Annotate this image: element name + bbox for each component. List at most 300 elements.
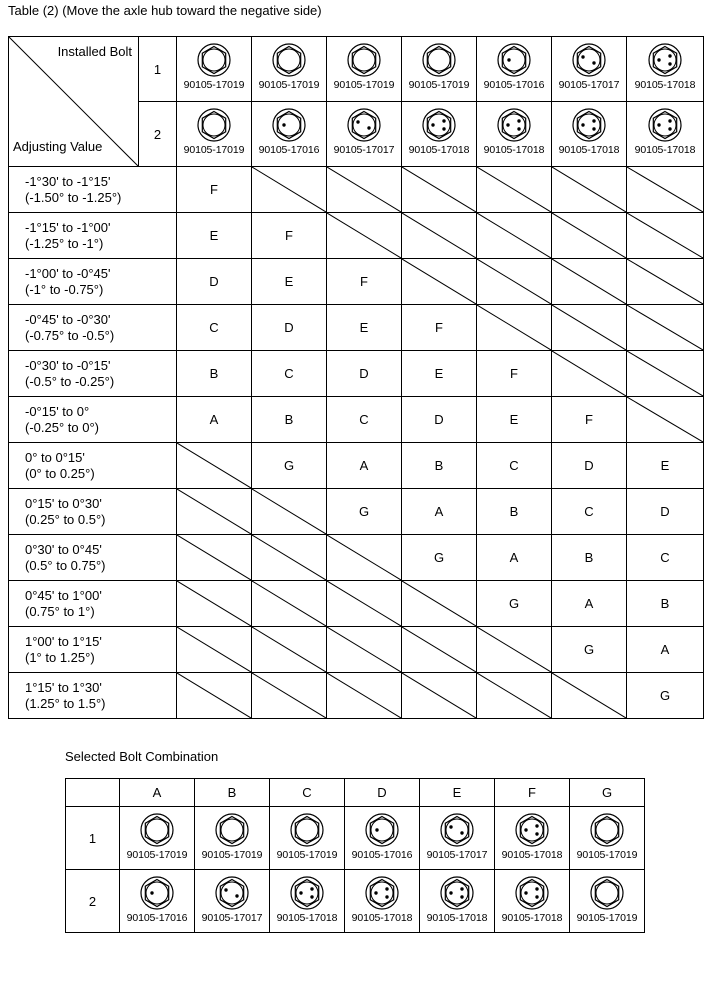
not-applicable-diagonal	[477, 305, 551, 350]
angle-decimal: (0.5° to 0.75°)	[25, 557, 106, 573]
bolt-head-icon	[215, 874, 249, 912]
bolt-inner-circle	[446, 819, 468, 841]
bolt-cell	[177, 37, 252, 102]
angle-decimal: (0° to 0.25°)	[25, 465, 95, 481]
bolt-part-number: 90105-17019	[183, 79, 245, 91]
combination-code: A	[477, 535, 552, 581]
empty-cell	[177, 443, 252, 489]
not-applicable-diagonal	[552, 259, 626, 304]
bolt-part-number: 90105-17018	[634, 144, 696, 156]
bolt-dot	[535, 824, 538, 827]
bolt-hex	[577, 47, 600, 74]
angle-dms: -1°15' to -1°00'	[25, 219, 111, 235]
bolt-hex	[427, 47, 450, 74]
selected-bolt-title: Selected Bolt Combination	[65, 749, 219, 764]
bolt-hex	[352, 47, 375, 74]
table-row	[9, 213, 704, 259]
combination-code: B	[402, 443, 477, 489]
empty-cell	[402, 167, 477, 213]
bolt-hex	[370, 817, 393, 844]
angle-decimal: (0.25° to 0.5°)	[25, 511, 106, 527]
combination-code: A	[177, 397, 252, 443]
bolt-hex	[145, 817, 168, 844]
bolt-cell	[252, 37, 327, 102]
bolt-head-icon	[215, 811, 249, 849]
bolt-cell	[420, 807, 495, 870]
empty-cell	[552, 351, 627, 397]
bolt-dot	[657, 123, 660, 126]
bolt-dot	[524, 828, 527, 831]
bolt-cell	[552, 102, 627, 167]
combination-code: C	[252, 351, 327, 397]
bolt-head-icon	[140, 874, 174, 912]
bolt-head-icon	[197, 106, 231, 144]
adjusting-value-cell	[9, 305, 177, 351]
bolt-cell	[327, 102, 402, 167]
not-applicable-diagonal	[552, 213, 626, 258]
empty-cell	[552, 673, 627, 719]
installed-bolt-label: Installed Bolt	[57, 44, 132, 59]
bolt-dot	[449, 891, 452, 894]
bolt-dot	[507, 58, 510, 61]
angle-dms: 0°15' to 0°30'	[25, 495, 102, 511]
not-applicable-diagonal	[627, 397, 703, 442]
bolt-cell	[195, 807, 270, 870]
not-applicable-diagonal	[627, 259, 703, 304]
empty-cell	[252, 581, 327, 627]
bolt-cell	[495, 807, 570, 870]
bolt-inner-circle	[278, 49, 300, 71]
empty-cell	[477, 305, 552, 351]
bolt-head-icon	[572, 106, 606, 144]
not-applicable-diagonal	[327, 581, 401, 626]
not-applicable-diagonal	[477, 627, 551, 672]
bolt-dot	[431, 123, 434, 126]
bolt-head-icon	[365, 874, 399, 912]
empty-cell	[552, 259, 627, 305]
empty-cell	[477, 627, 552, 673]
empty-cell	[327, 535, 402, 581]
angle-dms: -1°00' to -0°45'	[25, 265, 111, 281]
row-number: 1	[66, 807, 120, 870]
bolt-inner-circle	[371, 819, 393, 841]
not-applicable-diagonal	[252, 627, 326, 672]
bolt-hex	[445, 880, 468, 907]
bolt-part-number: 90105-17018	[276, 912, 338, 924]
bolt-inner-circle	[503, 49, 525, 71]
bolt-cell	[495, 870, 570, 933]
bolt-dot	[375, 828, 378, 831]
bolt-head-icon	[365, 811, 399, 849]
bolt-inner-circle	[353, 114, 375, 136]
bolt-hex	[145, 880, 168, 907]
bolt-hex	[653, 47, 676, 74]
not-applicable-diagonal	[402, 627, 476, 672]
combination-code: A	[627, 627, 704, 673]
adjusting-value-cell	[9, 535, 177, 581]
combination-code: D	[627, 489, 704, 535]
empty-cell	[177, 627, 252, 673]
bolt-cell	[627, 37, 704, 102]
empty-cell	[252, 167, 327, 213]
empty-cell	[327, 167, 402, 213]
bolt-dot	[282, 123, 285, 126]
empty-cell	[402, 627, 477, 673]
selected-bolt-table	[65, 778, 645, 933]
not-applicable-diagonal	[252, 673, 326, 718]
bolt-inner-circle	[221, 819, 243, 841]
combination-code: B	[477, 489, 552, 535]
bolt-hex	[502, 112, 525, 139]
empty-cell	[552, 213, 627, 259]
not-applicable-diagonal	[627, 351, 703, 396]
combination-code: E	[402, 351, 477, 397]
bolt-part-number: 90105-17018	[501, 912, 563, 924]
table-row	[9, 305, 704, 351]
not-applicable-diagonal	[402, 213, 476, 258]
adjusting-value-cell	[9, 351, 177, 397]
bolt-dot	[449, 825, 452, 828]
table-title: Table (2) (Move the axle hub toward the negative side)	[8, 3, 322, 18]
bolt-cell	[195, 870, 270, 933]
bolt-inner-circle	[578, 49, 600, 71]
combination-code: C	[627, 535, 704, 581]
combination-header: B	[195, 779, 270, 807]
bolt-hex	[595, 817, 618, 844]
combination-code: F	[477, 351, 552, 397]
bolt-dot	[310, 895, 313, 898]
bolt-dot	[535, 887, 538, 890]
bolt-head-icon	[197, 41, 231, 79]
adjusting-value-cell	[9, 627, 177, 673]
bolt-inner-circle	[654, 49, 676, 71]
bolt-cell	[477, 37, 552, 102]
bolt-head-icon	[497, 106, 531, 144]
bolt-hex	[370, 880, 393, 907]
bolt-dot	[506, 123, 509, 126]
not-applicable-diagonal	[477, 167, 551, 212]
bolt-head-icon	[347, 41, 381, 79]
bolt-hex	[427, 112, 450, 139]
table-row	[9, 351, 704, 397]
combination-code: A	[552, 581, 627, 627]
bolt-dot	[524, 891, 527, 894]
bolt-cell	[252, 102, 327, 167]
angle-decimal: (-0.75° to -0.5°)	[25, 327, 115, 343]
empty-cell	[327, 213, 402, 259]
bolt-dot	[460, 887, 463, 890]
not-applicable-diagonal	[177, 673, 251, 718]
angle-decimal: (-1° to -0.75°)	[25, 281, 104, 297]
bolt-cell	[420, 870, 495, 933]
bolt-cell	[402, 102, 477, 167]
combination-header: D	[345, 779, 420, 807]
empty-cell	[402, 673, 477, 719]
bolt-cell	[570, 870, 645, 933]
angle-decimal: (-1.50° to -1.25°)	[25, 189, 122, 205]
not-applicable-diagonal	[327, 627, 401, 672]
bolt-head-icon	[140, 811, 174, 849]
bolt-part-number: 90105-17019	[258, 79, 320, 91]
bolt-part-number: 90105-17016	[258, 144, 320, 156]
bolt-inner-circle	[578, 114, 600, 136]
selected-bolt-row	[66, 870, 645, 933]
bolt-head-icon	[497, 41, 531, 79]
bolt-hex	[277, 47, 300, 74]
not-applicable-diagonal	[552, 351, 626, 396]
bolt-cell	[177, 102, 252, 167]
bolt-dot	[150, 891, 153, 894]
combination-code: D	[252, 305, 327, 351]
empty-cell	[627, 259, 704, 305]
adjustment-table	[8, 36, 704, 719]
bolt-part-number: 90105-17016	[483, 79, 545, 91]
bolt-inner-circle	[203, 49, 225, 71]
combination-code: G	[627, 673, 704, 719]
bolt-dot	[442, 127, 445, 130]
table-row	[9, 259, 704, 305]
not-applicable-diagonal	[177, 627, 251, 672]
not-applicable-diagonal	[477, 673, 551, 718]
bolt-head-icon	[272, 41, 306, 79]
combination-header: G	[570, 779, 645, 807]
bolt-dot	[517, 127, 520, 130]
angle-dms: -1°30' to -1°15'	[25, 173, 111, 189]
bolt-inner-circle	[654, 114, 676, 136]
angle-dms: 0°30' to 0°45'	[25, 541, 102, 557]
empty-cell	[177, 581, 252, 627]
bolt-dot	[442, 119, 445, 122]
combination-header: F	[495, 779, 570, 807]
combination-header: A	[120, 779, 195, 807]
bolt-inner-circle	[353, 49, 375, 71]
bolt-inner-circle	[296, 819, 318, 841]
combination-code: E	[627, 443, 704, 489]
angle-decimal: (-0.25° to 0°)	[25, 419, 99, 435]
bolt-head-icon	[422, 106, 456, 144]
table-row	[9, 167, 704, 213]
bolt-head-icon	[590, 811, 624, 849]
angle-decimal: (0.75° to 1°)	[25, 603, 95, 619]
combination-code: C	[327, 397, 402, 443]
table-row	[9, 443, 704, 489]
angle-decimal: (-0.5° to -0.25°)	[25, 373, 115, 389]
bolt-part-number: 90105-17019	[576, 849, 638, 861]
bolt-hex	[520, 880, 543, 907]
adjusting-value-cell	[9, 167, 177, 213]
adjusting-value-cell	[9, 673, 177, 719]
bolt-part-number: 90105-17019	[333, 79, 395, 91]
angle-decimal: (1° to 1.25°)	[25, 649, 95, 665]
combination-code: G	[252, 443, 327, 489]
bolt-part-number: 90105-17018	[426, 912, 488, 924]
bolt-cell	[402, 37, 477, 102]
bolt-dot	[592, 61, 595, 64]
not-applicable-diagonal	[177, 535, 251, 580]
bolt-cell	[345, 870, 420, 933]
bolt-head-icon	[590, 874, 624, 912]
empty-cell	[477, 259, 552, 305]
empty-cell	[177, 535, 252, 581]
adjusting-value-cell	[9, 213, 177, 259]
bolt-part-number: 90105-17018	[501, 849, 563, 861]
bolt-inner-circle	[446, 882, 468, 904]
angle-dms: 0° to 0°15'	[25, 449, 85, 465]
bolt-part-number: 90105-17019	[201, 849, 263, 861]
combination-code: G	[477, 581, 552, 627]
bolt-inner-circle	[146, 819, 168, 841]
row-number: 2	[139, 102, 177, 167]
bolt-cell	[120, 870, 195, 933]
empty-cell	[627, 167, 704, 213]
combination-code: F	[177, 167, 252, 213]
bolt-inner-circle	[221, 882, 243, 904]
bolt-dot	[460, 895, 463, 898]
bolt-inner-circle	[371, 882, 393, 904]
bolt-hex	[220, 880, 243, 907]
bolt-part-number: 90105-17018	[634, 79, 696, 91]
bolt-dot	[310, 887, 313, 890]
angle-dms: 0°45' to 1°00'	[25, 587, 102, 603]
adjusting-value-cell	[9, 443, 177, 489]
bolt-head-icon	[572, 41, 606, 79]
bolt-part-number: 90105-17018	[408, 144, 470, 156]
not-applicable-diagonal	[177, 581, 251, 626]
bolt-hex	[277, 112, 300, 139]
bolt-dot	[668, 119, 671, 122]
bolt-part-number: 90105-17019	[126, 849, 188, 861]
bolt-cell	[570, 807, 645, 870]
blank-header	[66, 779, 120, 807]
combination-code: D	[552, 443, 627, 489]
bolt-dot	[356, 120, 359, 123]
bolt-dot	[657, 58, 660, 61]
empty-cell	[477, 213, 552, 259]
bolt-part-number: 90105-17017	[426, 849, 488, 861]
bolt-hex	[202, 112, 225, 139]
bolt-head-icon	[422, 41, 456, 79]
combination-code: C	[477, 443, 552, 489]
empty-cell	[252, 489, 327, 535]
table-row	[9, 397, 704, 443]
combination-code: B	[177, 351, 252, 397]
bolt-inner-circle	[521, 819, 543, 841]
angle-dms: 1°15' to 1°30'	[25, 679, 102, 695]
angle-decimal: (-1.25° to -1°)	[25, 235, 104, 251]
not-applicable-diagonal	[477, 213, 551, 258]
selected-bolt-row	[66, 807, 645, 870]
empty-cell	[627, 305, 704, 351]
table-row	[9, 581, 704, 627]
bolt-hex	[202, 47, 225, 74]
not-applicable-diagonal	[252, 581, 326, 626]
bolt-inner-circle	[521, 882, 543, 904]
empty-cell	[177, 673, 252, 719]
bolt-hex	[352, 112, 375, 139]
bolt-hex	[653, 112, 676, 139]
combination-code: D	[327, 351, 402, 397]
bolt-part-number: 90105-17017	[333, 144, 395, 156]
bolt-part-number: 90105-17016	[126, 912, 188, 924]
bolt-hex	[520, 817, 543, 844]
adjusting-value-cell	[9, 489, 177, 535]
bolt-head-icon	[515, 874, 549, 912]
bolt-dot	[385, 887, 388, 890]
bolt-inner-circle	[596, 819, 618, 841]
bolt-inner-circle	[203, 114, 225, 136]
not-applicable-diagonal	[402, 259, 476, 304]
bolt-part-number: 90105-17018	[483, 144, 545, 156]
bolt-part-number: 90105-17019	[576, 912, 638, 924]
empty-cell	[402, 213, 477, 259]
bolt-cell	[477, 102, 552, 167]
not-applicable-diagonal	[552, 673, 626, 718]
combination-code: F	[327, 259, 402, 305]
empty-cell	[402, 581, 477, 627]
bolt-dot	[668, 62, 671, 65]
combination-code: A	[402, 489, 477, 535]
bolt-cell	[327, 37, 402, 102]
combination-code: G	[552, 627, 627, 673]
bolt-head-icon	[290, 874, 324, 912]
empty-cell	[327, 581, 402, 627]
not-applicable-diagonal	[627, 167, 703, 212]
bolt-hex	[577, 112, 600, 139]
angle-decimal: (1.25° to 1.5°)	[25, 695, 106, 711]
bolt-head-icon	[290, 811, 324, 849]
combination-code: F	[402, 305, 477, 351]
bolt-cell	[345, 807, 420, 870]
combination-code: E	[477, 397, 552, 443]
bolt-hex	[295, 817, 318, 844]
empty-cell	[252, 627, 327, 673]
not-applicable-diagonal	[327, 213, 401, 258]
not-applicable-diagonal	[327, 673, 401, 718]
installed-row-1	[9, 37, 704, 102]
adjusting-value-cell	[9, 581, 177, 627]
table-row	[9, 535, 704, 581]
bolt-head-icon	[440, 874, 474, 912]
bolt-dot	[374, 891, 377, 894]
angle-dms: -0°45' to -0°30'	[25, 311, 111, 327]
combination-code: B	[252, 397, 327, 443]
combination-code: D	[177, 259, 252, 305]
combination-code: G	[327, 489, 402, 535]
bolt-part-number: 90105-17018	[351, 912, 413, 924]
bolt-cell	[552, 37, 627, 102]
not-applicable-diagonal	[402, 673, 476, 718]
combination-code: E	[252, 259, 327, 305]
bolt-hex	[595, 880, 618, 907]
bolt-part-number: 90105-17019	[183, 144, 245, 156]
not-applicable-diagonal	[552, 305, 626, 350]
bolt-hex	[502, 47, 525, 74]
bolt-dot	[517, 119, 520, 122]
bolt-head-icon	[648, 106, 682, 144]
combination-code: F	[552, 397, 627, 443]
bolt-hex	[220, 817, 243, 844]
bolt-dot	[460, 831, 463, 834]
combination-header: E	[420, 779, 495, 807]
angle-dms: 1°00' to 1°15'	[25, 633, 102, 649]
combination-code: B	[552, 535, 627, 581]
adjusting-value-cell	[9, 397, 177, 443]
bolt-part-number: 90105-17017	[201, 912, 263, 924]
row-number: 1	[139, 37, 177, 102]
empty-cell	[327, 627, 402, 673]
combination-code: G	[402, 535, 477, 581]
bolt-dot	[581, 55, 584, 58]
